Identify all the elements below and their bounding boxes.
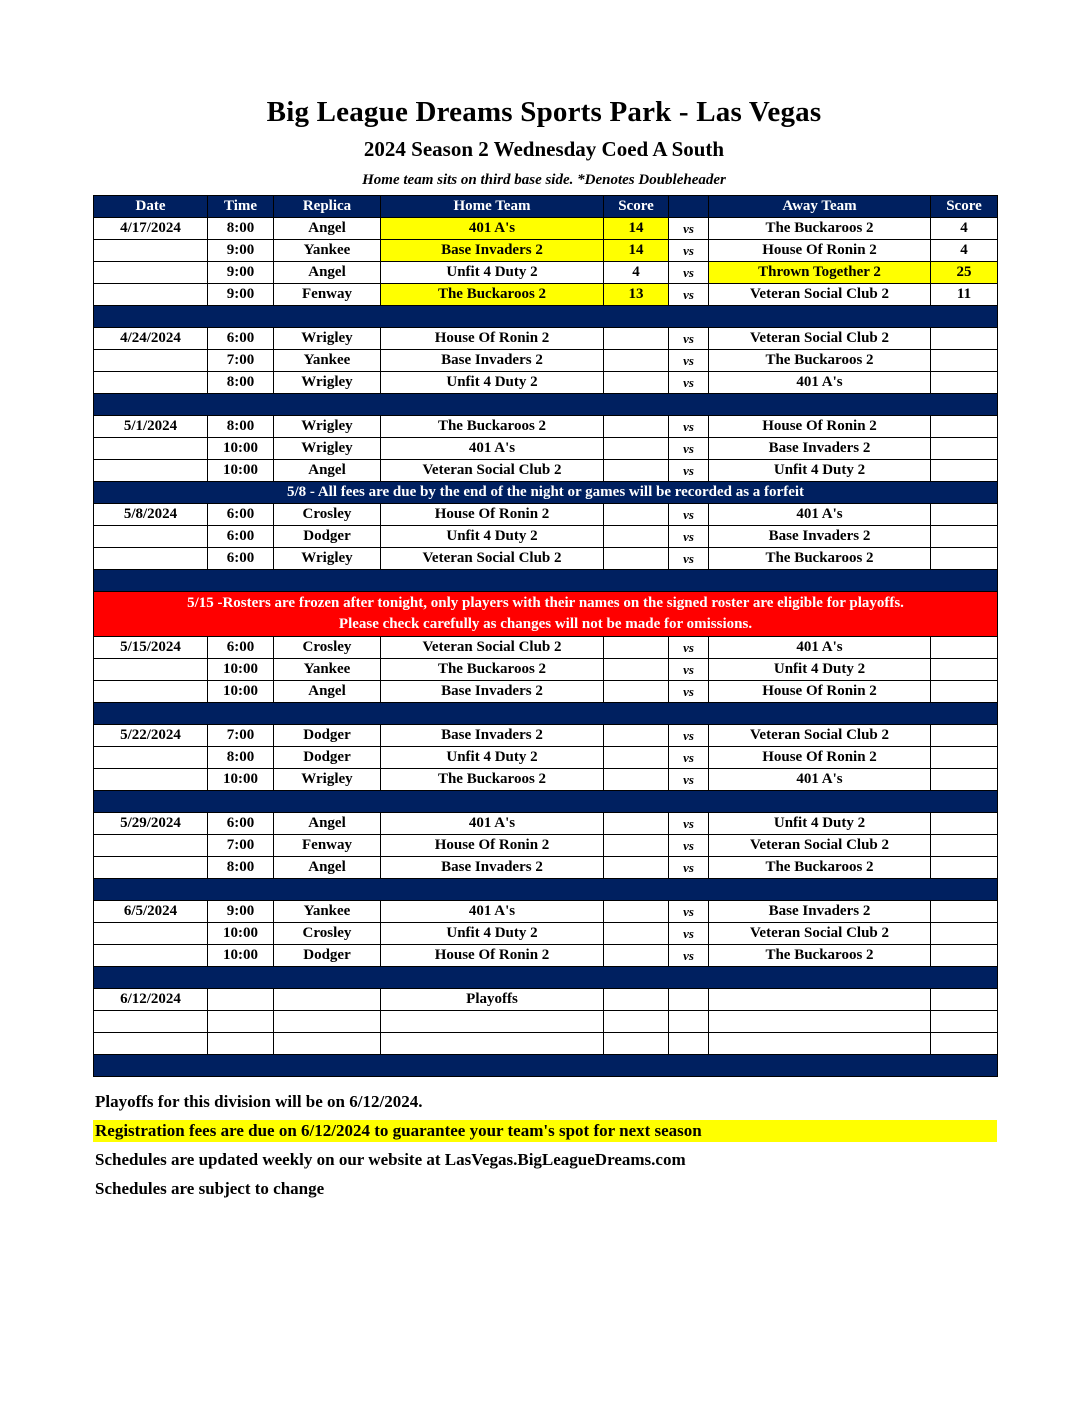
spacer-cell — [94, 394, 998, 416]
home-score-cell — [604, 637, 669, 659]
spacer-cell — [94, 879, 998, 901]
replica-cell: Yankee — [274, 901, 381, 923]
game-row — [94, 725, 998, 747]
date-cell — [94, 262, 208, 284]
vs-cell: vs — [669, 923, 709, 945]
away-score-cell — [931, 923, 998, 945]
blank-cell — [94, 1033, 208, 1055]
blank-cell — [94, 1011, 208, 1033]
time-cell: 8:00 — [208, 218, 274, 240]
game-row — [94, 526, 998, 548]
vs-cell: vs — [669, 328, 709, 350]
date-cell: 6/12/2024 — [94, 989, 208, 1011]
home-team-cell: 401 A's — [381, 438, 604, 460]
away-score-cell: 11 — [931, 284, 998, 306]
blank-cell — [208, 1011, 274, 1033]
away-score-cell — [931, 328, 998, 350]
vs-cell: vs — [669, 659, 709, 681]
away-team-cell — [709, 989, 931, 1011]
time-cell: 9:00 — [208, 262, 274, 284]
replica-cell: Wrigley — [274, 328, 381, 350]
vs-cell: vs — [669, 350, 709, 372]
replica-cell: Wrigley — [274, 769, 381, 791]
date-cell — [94, 240, 208, 262]
date-cell — [94, 284, 208, 306]
home-score-cell — [604, 725, 669, 747]
replica-cell: Fenway — [274, 835, 381, 857]
header-replica: Replica — [274, 196, 381, 218]
registration-note: Registration fees are due on 6/12/2024 to guarantee your team's spot for next season — [93, 1120, 997, 1142]
home-team-cell: 401 A's — [381, 218, 604, 240]
notice-line: 5/15 -Rosters are frozen after tonight, only players with their names on the signed roster are eligible for playoffs. — [187, 595, 904, 611]
away-team-cell: House Of Ronin 2 — [709, 416, 931, 438]
home-score-cell — [604, 901, 669, 923]
home-team-cell: Unfit 4 Duty 2 — [381, 747, 604, 769]
away-score-cell — [931, 857, 998, 879]
home-team-cell: The Buckaroos 2 — [381, 659, 604, 681]
replica-cell: Angel — [274, 262, 381, 284]
header-date: Date — [94, 196, 208, 218]
date-cell — [94, 835, 208, 857]
vs-cell: vs — [669, 857, 709, 879]
away-team-cell: Unfit 4 Duty 2 — [709, 659, 931, 681]
header-away-score: Score — [931, 196, 998, 218]
blank-cell — [669, 1033, 709, 1055]
home-team-cell: Veteran Social Club 2 — [381, 460, 604, 482]
home-score-cell — [604, 769, 669, 791]
game-row — [94, 945, 998, 967]
date-cell — [94, 945, 208, 967]
home-team-cell: Unfit 4 Duty 2 — [381, 526, 604, 548]
notice-cell — [94, 482, 998, 504]
vs-cell: vs — [669, 637, 709, 659]
home-team-cell: Veteran Social Club 2 — [381, 637, 604, 659]
notice-row — [94, 592, 998, 637]
away-team-cell: 401 A's — [709, 372, 931, 394]
blank-cell — [208, 1033, 274, 1055]
time-cell: 6:00 — [208, 637, 274, 659]
away-team-cell: Base Invaders 2 — [709, 526, 931, 548]
replica-cell: Crosley — [274, 637, 381, 659]
date-cell: 5/15/2024 — [94, 637, 208, 659]
date-cell: 5/29/2024 — [94, 813, 208, 835]
vs-cell: vs — [669, 945, 709, 967]
replica-cell: Yankee — [274, 350, 381, 372]
time-cell: 10:00 — [208, 438, 274, 460]
game-row — [94, 769, 998, 791]
home-team-cell: Base Invaders 2 — [381, 857, 604, 879]
spacer-cell — [94, 1055, 998, 1077]
replica-cell: Wrigley — [274, 438, 381, 460]
away-score-cell — [931, 945, 998, 967]
home-score-cell — [604, 857, 669, 879]
home-team-cell: House Of Ronin 2 — [381, 504, 604, 526]
vs-cell: vs — [669, 372, 709, 394]
replica-cell: Wrigley — [274, 548, 381, 570]
home-team-cell: Base Invaders 2 — [381, 681, 604, 703]
away-team-cell: House Of Ronin 2 — [709, 240, 931, 262]
subject-to-change-note: Schedules are subject to change — [95, 1179, 325, 1198]
home-score-cell: 14 — [604, 218, 669, 240]
time-cell: 6:00 — [208, 813, 274, 835]
date-cell: 5/22/2024 — [94, 725, 208, 747]
replica-cell: Yankee — [274, 240, 381, 262]
blank-cell — [381, 1011, 604, 1033]
time-cell: 7:00 — [208, 835, 274, 857]
spacer-row — [94, 306, 998, 328]
home-score-cell — [604, 460, 669, 482]
game-row — [94, 284, 998, 306]
replica-cell: Dodger — [274, 945, 381, 967]
home-score-cell — [604, 681, 669, 703]
spacer-row — [94, 879, 998, 901]
replica-cell: Angel — [274, 460, 381, 482]
spacer-row — [94, 570, 998, 592]
replica-cell: Yankee — [274, 659, 381, 681]
vs-cell: vs — [669, 240, 709, 262]
date-cell — [94, 350, 208, 372]
home-team-cell: Unfit 4 Duty 2 — [381, 372, 604, 394]
home-score-cell — [604, 328, 669, 350]
game-row — [94, 460, 998, 482]
game-row — [94, 989, 998, 1011]
blank-cell — [709, 1011, 931, 1033]
away-team-cell: Veteran Social Club 2 — [709, 725, 931, 747]
away-team-cell: Veteran Social Club 2 — [709, 923, 931, 945]
time-cell — [208, 989, 274, 1011]
replica-cell: Crosley — [274, 923, 381, 945]
spacer-cell — [94, 703, 998, 725]
spacer-row — [94, 394, 998, 416]
away-score-cell: 25 — [931, 262, 998, 284]
header-time: Time — [208, 196, 274, 218]
home-score-cell — [604, 923, 669, 945]
time-cell: 8:00 — [208, 747, 274, 769]
game-row — [94, 328, 998, 350]
date-cell: 5/8/2024 — [94, 504, 208, 526]
away-team-cell: Veteran Social Club 2 — [709, 328, 931, 350]
game-row — [94, 681, 998, 703]
replica-cell: Dodger — [274, 747, 381, 769]
home-score-cell — [604, 659, 669, 681]
time-cell: 9:00 — [208, 240, 274, 262]
away-score-cell — [931, 835, 998, 857]
away-team-cell: The Buckaroos 2 — [709, 857, 931, 879]
blank-cell — [274, 1033, 381, 1055]
date-cell — [94, 769, 208, 791]
game-row — [94, 548, 998, 570]
home-team-cell: The Buckaroos 2 — [381, 769, 604, 791]
replica-cell: Wrigley — [274, 416, 381, 438]
game-row — [94, 857, 998, 879]
game-row — [94, 923, 998, 945]
date-cell — [94, 923, 208, 945]
game-row — [94, 504, 998, 526]
away-score-cell — [931, 526, 998, 548]
away-team-cell: 401 A's — [709, 637, 931, 659]
blank-cell — [669, 1011, 709, 1033]
date-cell — [94, 659, 208, 681]
game-row — [94, 659, 998, 681]
home-team-cell: Base Invaders 2 — [381, 350, 604, 372]
notice-line: 5/8 - All fees are due by the end of the night or games will be recorded as a forfeit — [286, 484, 805, 500]
replica-cell: Dodger — [274, 725, 381, 747]
home-team-cell: 401 A's — [381, 901, 604, 923]
spacer-cell — [94, 306, 998, 328]
time-cell: 10:00 — [208, 769, 274, 791]
replica-cell: Crosley — [274, 504, 381, 526]
home-score-cell — [604, 504, 669, 526]
home-score-cell — [604, 416, 669, 438]
game-row — [94, 747, 998, 769]
home-team-cell: House Of Ronin 2 — [381, 328, 604, 350]
header-home-score: Score — [604, 196, 669, 218]
time-cell: 6:00 — [208, 328, 274, 350]
away-score-cell — [931, 416, 998, 438]
vs-cell: vs — [669, 769, 709, 791]
vs-cell: vs — [669, 747, 709, 769]
vs-cell: vs — [669, 262, 709, 284]
schedule-table — [93, 195, 998, 1077]
away-team-cell: Unfit 4 Duty 2 — [709, 460, 931, 482]
blank-cell — [604, 1033, 669, 1055]
away-score-cell — [931, 681, 998, 703]
home-score-cell — [604, 372, 669, 394]
away-score-cell — [931, 637, 998, 659]
vs-cell: vs — [669, 218, 709, 240]
home-team-cell: Veteran Social Club 2 — [381, 548, 604, 570]
away-team-cell: The Buckaroos 2 — [709, 350, 931, 372]
replica-cell: Dodger — [274, 526, 381, 548]
header-away-team: Away Team — [709, 196, 931, 218]
away-score-cell — [931, 460, 998, 482]
away-team-cell: Base Invaders 2 — [709, 901, 931, 923]
away-team-cell: House Of Ronin 2 — [709, 681, 931, 703]
away-score-cell — [931, 769, 998, 791]
home-team-cell: Playoffs — [381, 989, 604, 1011]
vs-cell: vs — [669, 460, 709, 482]
away-team-cell: 401 A's — [709, 769, 931, 791]
notice-cell — [94, 592, 998, 637]
home-team-cell: The Buckaroos 2 — [381, 416, 604, 438]
spacer-cell — [94, 967, 998, 989]
date-cell: 6/5/2024 — [94, 901, 208, 923]
date-cell — [94, 857, 208, 879]
game-row — [94, 240, 998, 262]
page-title: Big League Dreams Sports Park - Las Vegas — [266, 96, 822, 128]
away-team-cell: 401 A's — [709, 504, 931, 526]
date-cell — [94, 681, 208, 703]
away-score-cell: 4 — [931, 218, 998, 240]
vs-cell: vs — [669, 835, 709, 857]
time-cell: 9:00 — [208, 901, 274, 923]
game-row — [94, 901, 998, 923]
time-cell: 9:00 — [208, 284, 274, 306]
date-cell — [94, 372, 208, 394]
spacer-cell — [94, 570, 998, 592]
playoffs-note: Playoffs for this division will be on 6/12/2024. — [95, 1092, 423, 1111]
blank-cell — [709, 1033, 931, 1055]
away-score-cell — [931, 989, 998, 1011]
table-header-row — [94, 196, 998, 218]
home-team-cell: Base Invaders 2 — [381, 240, 604, 262]
footer-notes — [93, 1091, 997, 1200]
away-team-cell: The Buckaroos 2 — [709, 945, 931, 967]
date-cell — [94, 438, 208, 460]
away-team-cell: Veteran Social Club 2 — [709, 284, 931, 306]
date-cell — [94, 747, 208, 769]
away-score-cell: 4 — [931, 240, 998, 262]
away-score-cell — [931, 504, 998, 526]
spacer-row — [94, 791, 998, 813]
away-team-cell: Veteran Social Club 2 — [709, 835, 931, 857]
vs-cell: vs — [669, 901, 709, 923]
replica-cell: Angel — [274, 813, 381, 835]
game-row — [94, 637, 998, 659]
replica-cell: Angel — [274, 218, 381, 240]
spacer-row — [94, 703, 998, 725]
away-team-cell: Base Invaders 2 — [709, 438, 931, 460]
blank-row — [94, 1011, 998, 1033]
replica-cell: Angel — [274, 681, 381, 703]
page-subtitle: 2024 Season 2 Wednesday Coed A South — [363, 137, 725, 161]
home-score-cell — [604, 438, 669, 460]
time-cell: 8:00 — [208, 857, 274, 879]
header-vs — [669, 196, 709, 218]
date-cell — [94, 548, 208, 570]
home-score-cell — [604, 526, 669, 548]
vs-cell: vs — [669, 681, 709, 703]
date-cell: 4/17/2024 — [94, 218, 208, 240]
away-team-cell: The Buckaroos 2 — [709, 218, 931, 240]
blank-cell — [604, 1011, 669, 1033]
replica-cell: Wrigley — [274, 372, 381, 394]
home-score-cell: 4 — [604, 262, 669, 284]
away-team-cell: House Of Ronin 2 — [709, 747, 931, 769]
vs-cell: vs — [669, 725, 709, 747]
home-score-cell — [604, 813, 669, 835]
time-cell: 7:00 — [208, 725, 274, 747]
website-note: Schedules are updated weekly on our website at LasVegas.BigLeagueDreams.com — [95, 1150, 686, 1169]
home-team-cell: 401 A's — [381, 813, 604, 835]
away-score-cell — [931, 725, 998, 747]
home-team-cell: House Of Ronin 2 — [381, 945, 604, 967]
away-score-cell — [931, 901, 998, 923]
home-team-cell: Unfit 4 Duty 2 — [381, 923, 604, 945]
notice-line: Please check carefully as changes will not be made for omissions. — [338, 616, 753, 632]
away-score-cell — [931, 372, 998, 394]
home-score-cell — [604, 835, 669, 857]
notice-row — [94, 482, 998, 504]
time-cell: 6:00 — [208, 504, 274, 526]
date-cell: 4/24/2024 — [94, 328, 208, 350]
time-cell: 10:00 — [208, 681, 274, 703]
blank-cell — [931, 1011, 998, 1033]
home-score-cell — [604, 350, 669, 372]
home-team-cell: The Buckaroos 2 — [381, 284, 604, 306]
game-row — [94, 350, 998, 372]
game-row — [94, 372, 998, 394]
time-cell: 10:00 — [208, 945, 274, 967]
time-cell: 7:00 — [208, 350, 274, 372]
vs-cell: vs — [669, 813, 709, 835]
spacer-cell — [94, 791, 998, 813]
vs-cell: vs — [669, 504, 709, 526]
blank-cell — [274, 1011, 381, 1033]
spacer-row — [94, 967, 998, 989]
away-score-cell — [931, 659, 998, 681]
time-cell: 6:00 — [208, 526, 274, 548]
time-cell: 8:00 — [208, 416, 274, 438]
vs-cell: vs — [669, 548, 709, 570]
date-cell — [94, 460, 208, 482]
date-cell — [94, 526, 208, 548]
home-team-cell: Unfit 4 Duty 2 — [381, 262, 604, 284]
away-team-cell: Unfit 4 Duty 2 — [709, 813, 931, 835]
away-score-cell — [931, 747, 998, 769]
away-team-cell: Thrown Together 2 — [709, 262, 931, 284]
game-row — [94, 813, 998, 835]
replica-cell — [274, 989, 381, 1011]
vs-cell — [669, 989, 709, 1011]
blank-cell — [381, 1033, 604, 1055]
away-team-cell: The Buckaroos 2 — [709, 548, 931, 570]
time-cell: 8:00 — [208, 372, 274, 394]
home-team-note: Home team sits on third base side. *Denotes Doubleheader — [362, 172, 726, 188]
spacer-row — [94, 1055, 998, 1077]
replica-cell: Angel — [274, 857, 381, 879]
home-score-cell: 14 — [604, 240, 669, 262]
time-cell: 6:00 — [208, 548, 274, 570]
home-team-cell: House Of Ronin 2 — [381, 835, 604, 857]
vs-cell: vs — [669, 438, 709, 460]
time-cell: 10:00 — [208, 659, 274, 681]
away-score-cell — [931, 350, 998, 372]
home-score-cell: 13 — [604, 284, 669, 306]
date-cell: 5/1/2024 — [94, 416, 208, 438]
header-home-team: Home Team — [381, 196, 604, 218]
game-row — [94, 416, 998, 438]
blank-cell — [931, 1033, 998, 1055]
vs-cell: vs — [669, 284, 709, 306]
away-score-cell — [931, 548, 998, 570]
game-row — [94, 835, 998, 857]
time-cell: 10:00 — [208, 923, 274, 945]
replica-cell: Fenway — [274, 284, 381, 306]
away-score-cell — [931, 813, 998, 835]
vs-cell: vs — [669, 416, 709, 438]
game-row — [94, 262, 998, 284]
home-team-cell: Base Invaders 2 — [381, 725, 604, 747]
blank-row — [94, 1033, 998, 1055]
home-score-cell — [604, 548, 669, 570]
time-cell: 10:00 — [208, 460, 274, 482]
home-score-cell — [604, 989, 669, 1011]
away-score-cell — [931, 438, 998, 460]
home-score-cell — [604, 945, 669, 967]
vs-cell: vs — [669, 526, 709, 548]
home-score-cell — [604, 747, 669, 769]
game-row — [94, 438, 998, 460]
game-row — [94, 218, 998, 240]
